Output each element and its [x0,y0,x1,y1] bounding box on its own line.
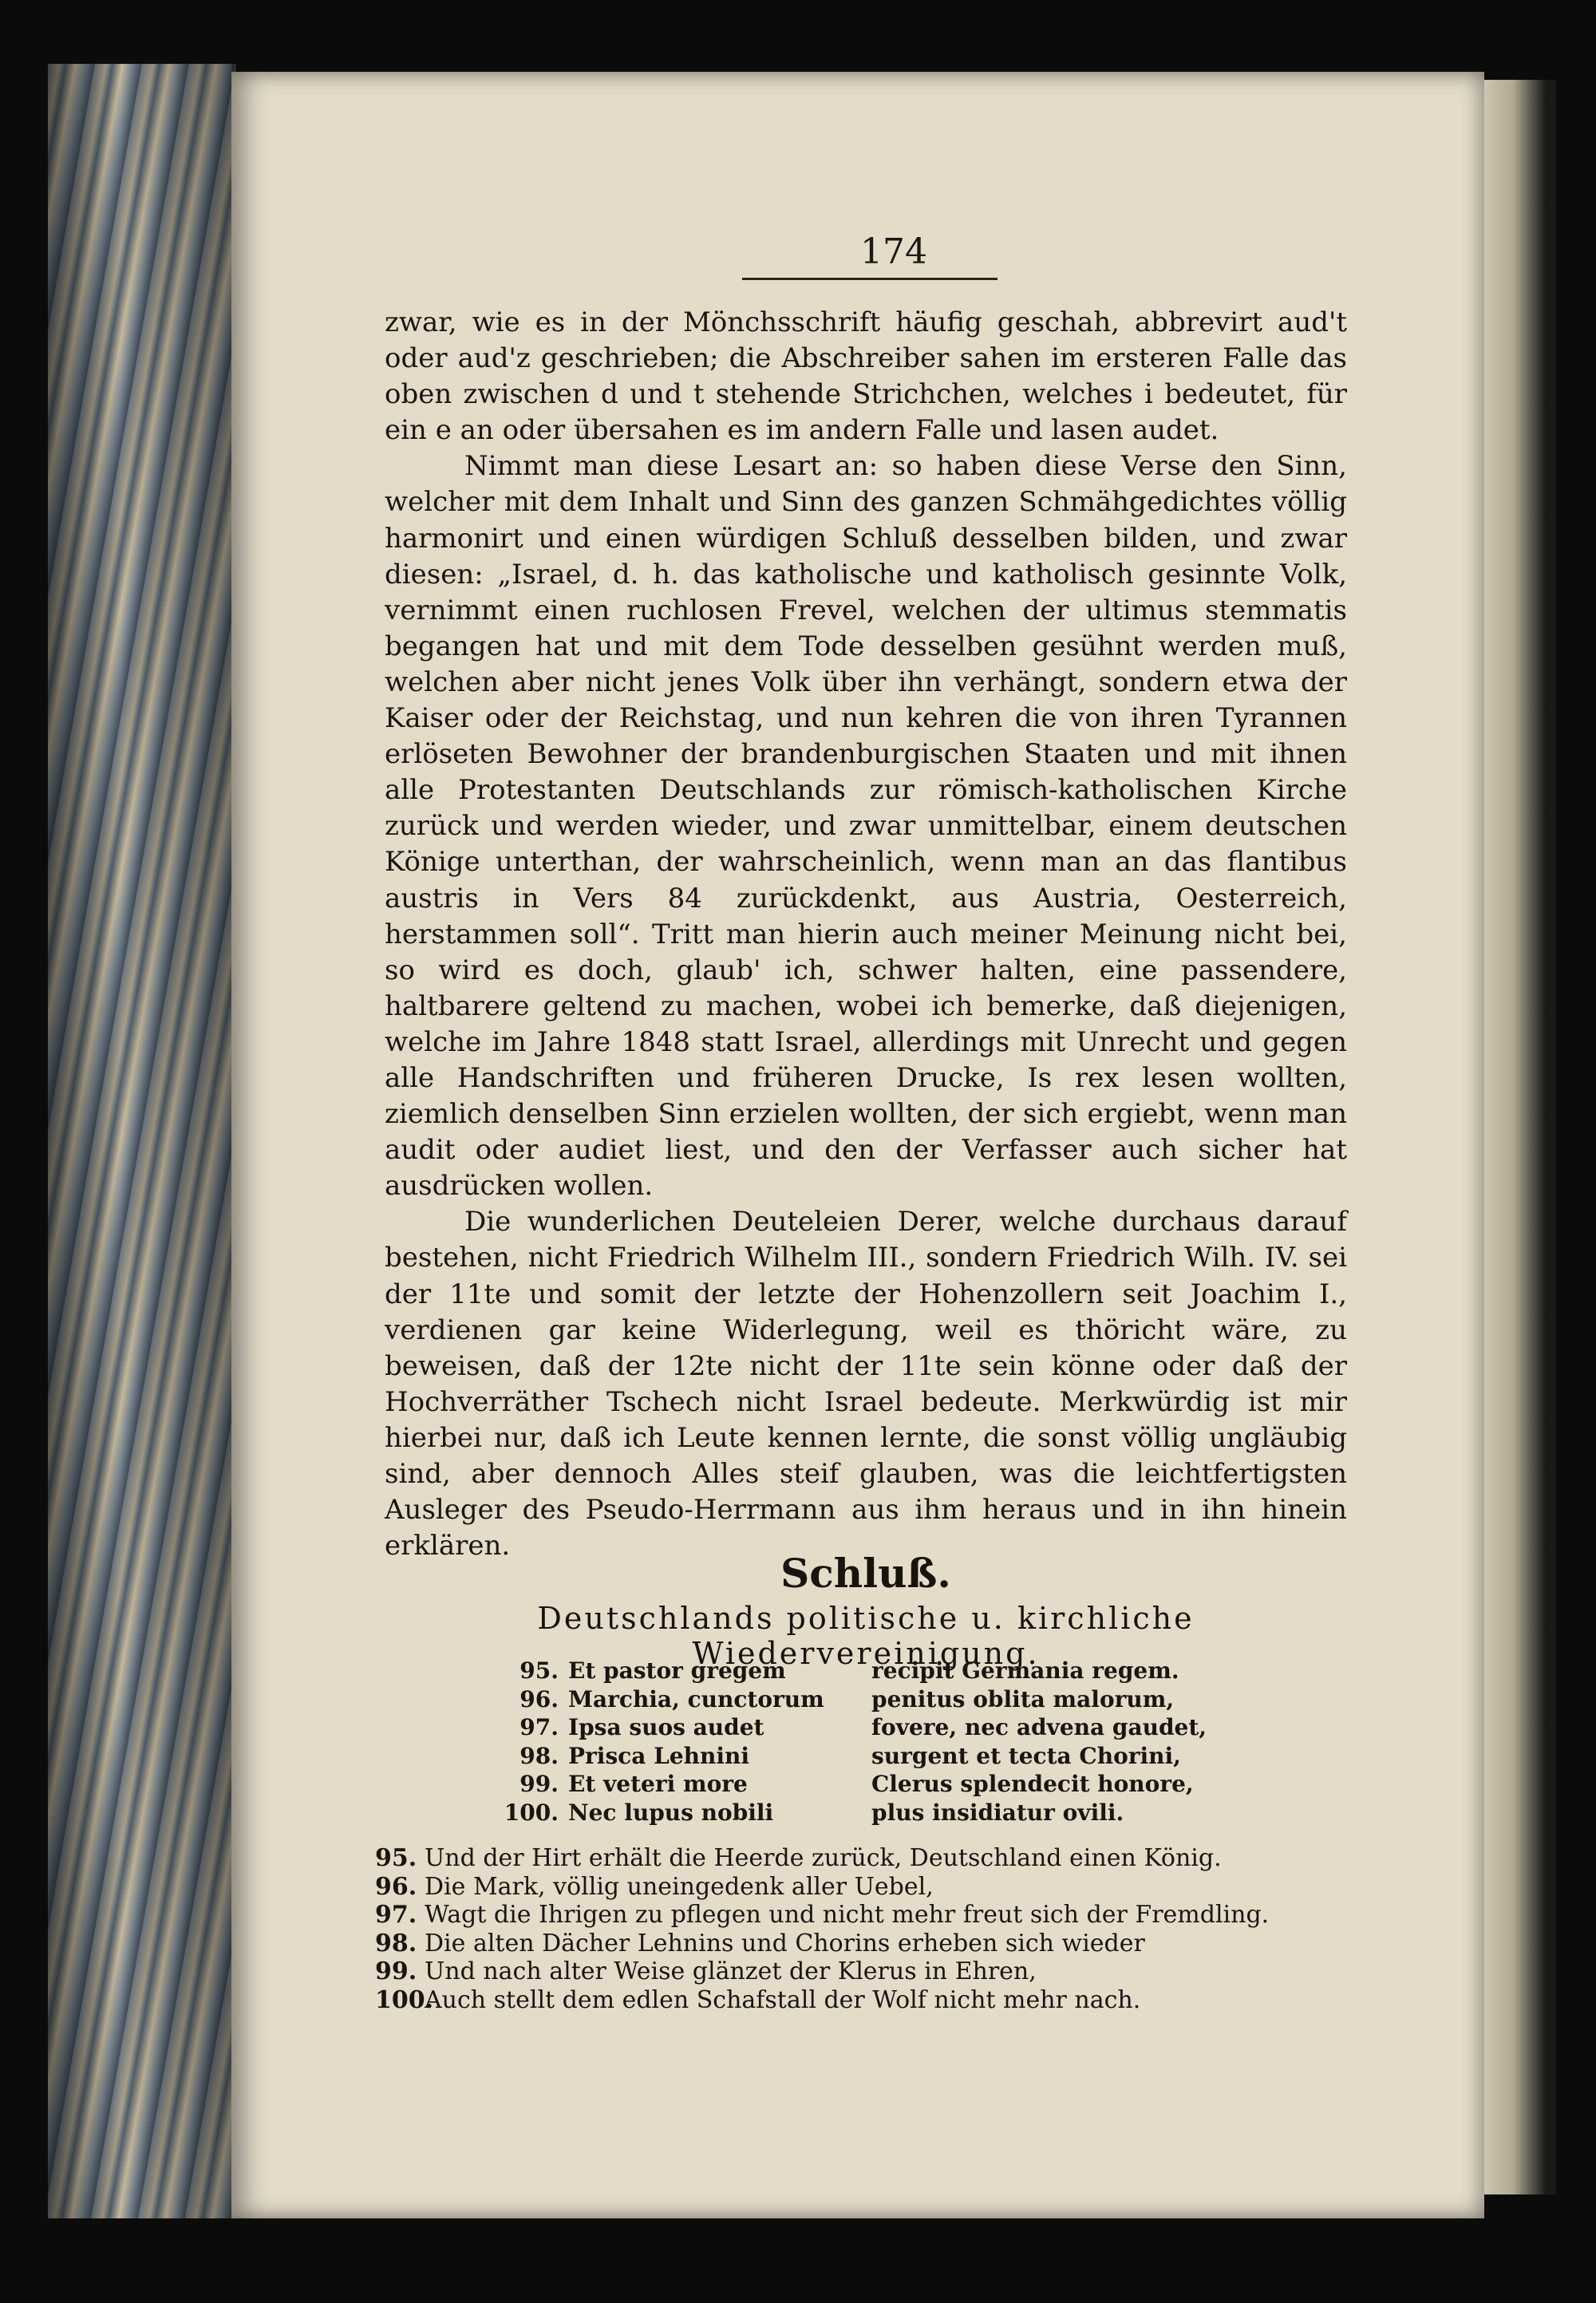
verse-number: 96. [519,1685,559,1712]
verse-text: Wagt die Ihrigen zu pflegen und nicht mehr freut sich der Fremdling. [425,1901,1270,1930]
verse-first-half: Et veteri more [568,1771,748,1797]
body-text [385,305,1347,1564]
verse-second-half: fovere, nec advena gaudet, [871,1714,1207,1740]
verse-first-half: Et pastor gregem [568,1657,786,1684]
latin-verse [463,1713,1261,1742]
latin-verse [463,1742,1261,1771]
verse-number: 98. [375,1929,417,1957]
german-verse [375,1844,1357,1873]
german-verses [375,1844,1357,2015]
german-verse [375,1901,1357,1930]
german-verse [375,1986,1357,2015]
german-verse [375,1873,1357,1902]
latin-verse [463,1685,1261,1714]
verse-number: 96. [375,1872,417,1901]
verse-number: 95. [519,1657,559,1684]
page-number-rule [742,278,998,280]
verse-first-half: Ipsa suos audet [568,1714,764,1740]
verse-number: 98. [519,1742,559,1769]
facing-page-edge [1484,80,1556,2194]
book-page-edges [48,64,236,2218]
verse-text: Die Mark, völlig uneingedenk aller Uebel, [425,1872,934,1901]
verse-second-half: surgent et tecta Chorini, [871,1742,1181,1769]
verse-second-half: penitus oblita malorum, [871,1685,1175,1712]
verse-first-half: Marchia, cunctorum [568,1685,824,1712]
section-subtitle: Deutschlands politische u. kirchliche Wiedervereinigung. [537,1601,1195,1671]
verse-text: Und der Hirt erhält die Heerde zurück, Deutschland einen König. [425,1844,1222,1872]
verse-first-half: Nec lupus nobili [568,1799,774,1826]
german-verse [375,1930,1357,1958]
verse-second-half: recipit Germania regem. [871,1657,1179,1684]
german-verse [375,1957,1357,1986]
latin-verse [463,1799,1261,1827]
verse-number: 100. [375,1985,434,2014]
verse-number: 99. [519,1771,559,1797]
section-title: Schluß. [780,1550,951,1597]
paragraph: Nimmt man diese Lesart an: so haben diese Verse den Sinn, welcher mit dem Inhalt und Sinn des ganzen Schmähgedichtes völlig harmonirt und einen würdigen Schluß desselben bilden, und zwar diesen: „Israel, d. h. das katholische und katholisch gesinnte Volk, vernimmt einen ruchlosen Frevel, welchen der ultimus stemmatis begangen hat und mit dem Tode desselben gesühnt werden muß, welchen aber nicht jenes Volk über ihn verhängt, sondern etwa der Kaiser oder der Reichstag, und nun kehren die von ihren Tyrannen erlöseten Bewohner der brandenburgischen Staaten und mit ihnen alle Protestanten Deutschlands zur römisch-katholischen Kirche zurück und werden wieder, und zwar unmittelbar, einem deutschen Könige unterthan, der wahrscheinlich, wenn man an das flantibus austris in Vers 84 zurückdenkt, aus Austria, Oesterreich, herstammen soll“. Tritt man hierin auch meiner Meinung nicht bei, so wird es doch, glaub' ich, schwer halten, eine passendere, haltbarere geltend zu machen, wobei ich bemerke, daß diejenigen, welche im Jahre 1848 statt Israel, allerdings mit Unrecht und gegen alle Handschriften und früheren Drucke, Is rex lesen wollten, ziemlich denselben Sinn erzielen wollten, der sich ergiebt, wenn man audit oder audiet liest, und den der Verfasser auch sicher hat ausdrücken wollen. [385,450,1347,1203]
verse-first-half: Prisca Lehnini [568,1742,749,1769]
verse-text: Und nach alter Weise glänzet der Klerus in Ehren, [425,1957,1037,1986]
verse-second-half: Clerus splendecit honore, [871,1771,1194,1797]
latin-verse [463,1657,1261,1685]
latin-verses [463,1657,1261,1827]
verse-number: 97. [375,1901,417,1930]
paragraph: zwar, wie es in der Mönchsschrift häufig geschah, abbrevirt aud't oder aud'z geschrieben; die Abschreiber sahen im ersteren Falle das oben zwischen d und t stehende Strichchen, welches i bedeutet, für ein e an oder übersahen es im andern Falle und lasen audet. [385,306,1347,447]
verse-text: Auch stellt dem edlen Schafstall der Wolf nicht mehr nach. [425,1985,1141,2014]
verse-number: 100. [504,1799,559,1826]
verse-number: 99. [375,1957,417,1986]
verse-number: 97. [519,1714,559,1740]
page-number: 174 [860,231,927,272]
paragraph: Die wunderlichen Deuteleien Derer, welche durchaus darauf bestehen, nicht Friedrich Wilhelm III., sondern Friedrich Wilh. IV. sei der 11te und somit der letzte der Hohenzollern seit Joachim I., verdienen gar keine Widerlegung, weil es thöricht wäre, zu beweisen, daß der 12te nicht der 11te sein könne oder daß der Hochverräther Tschech nicht Israel bedeute. Merkwürdig ist mir hierbei nur, daß ich Leute kennen lernte, die sonst völlig ungläubig sind, aber dennoch Alles steif glauben, was die leichtfertigsten Ausleger des Pseudo-Herrmann aus ihm heraus und in ihn hinein erklären. [385,1206,1347,1562]
verse-number: 95. [375,1844,417,1872]
verse-text: Die alten Dächer Lehnins und Chorins erheben sich wieder [425,1929,1145,1957]
latin-verse [463,1770,1261,1799]
verse-second-half: plus insidiatur ovili. [871,1799,1124,1826]
